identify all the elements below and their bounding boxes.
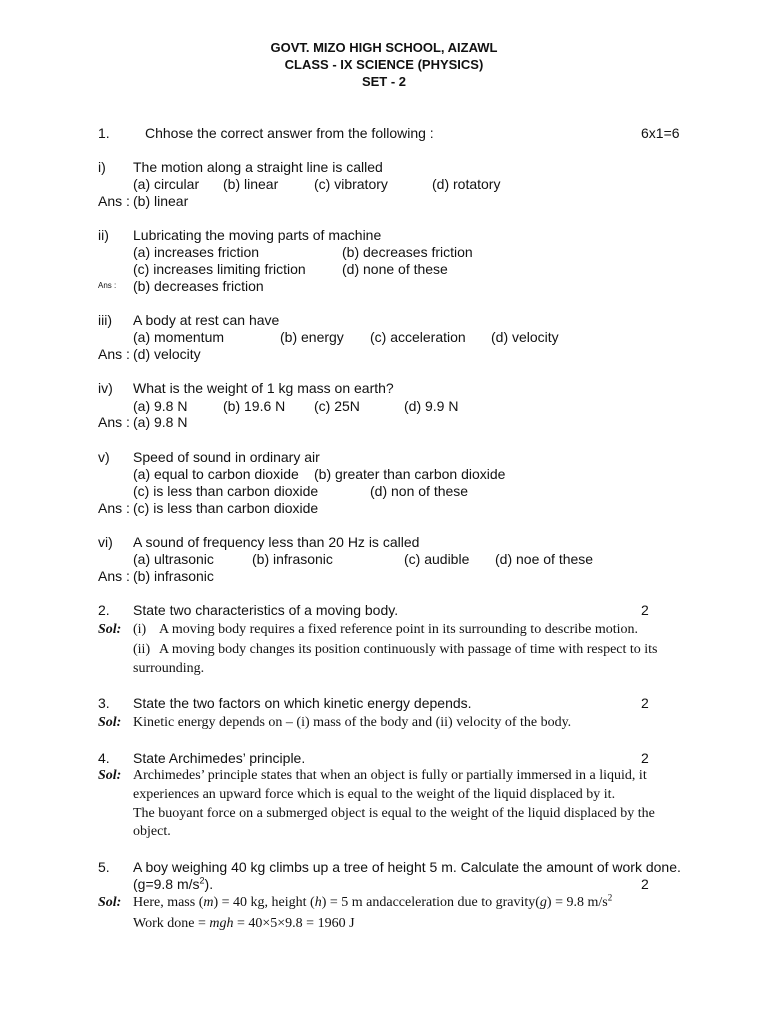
q1-iv-opt-a: (a) 9.8 N xyxy=(133,398,188,414)
q5-sol-label: Sol: xyxy=(98,895,122,910)
q1-iv-opt-b: (b) 19.6 N xyxy=(223,398,286,414)
q1-ii-opt-d: (d) none of these xyxy=(342,261,448,277)
q3-sol: Kinetic energy depends on – (i) mass of the body and (ii) velocity of the body. xyxy=(133,715,572,730)
q1-v-answer: (c) is less than carbon dioxide xyxy=(133,500,319,516)
q4-number: 4. xyxy=(98,750,110,766)
q1-vi-answer: (b) infrasonic xyxy=(133,568,214,584)
q2-sol1: A moving body requires a fixed reference point in its surrounding to describe motion. xyxy=(159,622,639,637)
q1-vi-number: vi) xyxy=(98,534,113,550)
q3-marks: 2 xyxy=(641,695,649,711)
q1-iii-answer: (d) velocity xyxy=(133,346,201,362)
q1-iii-number: iii) xyxy=(98,312,112,328)
q3-number: 3. xyxy=(98,695,110,711)
q4-sol-line4: object. xyxy=(133,824,171,839)
q2-sol2-line2: surrounding. xyxy=(133,661,205,676)
q1-vi-opt-a: (a) ultrasonic xyxy=(133,551,214,567)
q1-ii-opt-c: (c) increases limiting friction xyxy=(133,261,306,277)
q1-ii-opt-a: (a) increases friction xyxy=(133,244,260,260)
q1-i-opt-d: (d) rotatory xyxy=(432,176,501,192)
q4-text: State Archimedes’ principle. xyxy=(133,750,306,766)
school-title: GOVT. MIZO HIGH SCHOOL, AIZAWL xyxy=(270,40,498,55)
q1-v-opt-b: (b) greater than carbon dioxide xyxy=(314,466,506,482)
q1-vi-ans-label: Ans : xyxy=(98,568,130,584)
q1-ii-answer: (b) decreases friction xyxy=(133,278,264,294)
q1-v-opt-d: (d) non of these xyxy=(370,483,469,499)
q1-i-answer: (b) linear xyxy=(133,193,189,209)
q1-i-opt-b: (b) linear xyxy=(223,176,279,192)
q1-ii-opt-b: (b) decreases friction xyxy=(342,244,473,260)
q5-sol-given: Here, mass (m) = 40 kg, height (h) = 5 m andacceleration due to gravity(g) = 9.8 $m/s^2$ xyxy=(133,892,613,910)
q3-sol-label: Sol: xyxy=(98,715,122,730)
q1-i-question: The motion along a straight line is called xyxy=(133,159,383,175)
q3-text: State the two factors on which kinetic energy depends. xyxy=(133,695,472,711)
q1-iii-opt-c: (c) acceleration xyxy=(370,329,466,345)
q4-sol-line2: experiences an upward force which is equal to the weight of the liquid displaced by it. xyxy=(133,787,616,802)
q1-i-opt-c: (c) vibratory xyxy=(314,176,388,192)
q5-number: 5. xyxy=(98,859,110,875)
q1-ii-number: ii) xyxy=(98,227,109,243)
q2-text: State two characteristics of a moving body. xyxy=(133,602,399,618)
q4-marks: 2 xyxy=(641,750,649,766)
q1-v-number: v) xyxy=(98,449,110,465)
q2-marks: 2 xyxy=(641,602,649,618)
q1-vi-question: A sound of frequency less than 20 Hz is called xyxy=(133,534,420,550)
q1-i-ans-label: Ans : xyxy=(98,193,130,209)
q1-i-opt-a: (a) circular xyxy=(133,176,200,192)
q1-iv-opt-d: (d) 9.9 N xyxy=(404,398,459,414)
q5-text: A boy weighing 40 kg climbs up a tree of height 5 m. Calculate the amount of work done. xyxy=(133,859,681,875)
q1-v-opt-c: (c) is less than carbon dioxide xyxy=(133,483,319,499)
q1-v-question: Speed of sound in ordinary air xyxy=(133,449,320,465)
q1-iii-ans-label: Ans : xyxy=(98,346,130,362)
q2-sol2-line1: A moving body changes its position continuously with passage of time with respect to its xyxy=(159,642,658,657)
q2-number: 2. xyxy=(98,602,110,618)
q1-iv-opt-c: (c) 25N xyxy=(314,398,360,414)
q4-sol-line3: The buoyant force on a submerged object is equal to the weight of the liquid displaced by the xyxy=(133,806,655,821)
set-title: SET - 2 xyxy=(361,74,407,89)
q1-iii-opt-b: (b) energy xyxy=(280,329,344,345)
q5-work-done: Work done = mgh = 40×5×9.8 = 1960 J xyxy=(133,916,355,931)
q2-sol-label: Sol: xyxy=(98,622,122,637)
q1-marks: 6x1=6 xyxy=(641,125,680,141)
q1-iv-number: iv) xyxy=(98,380,113,396)
q1-iii-question: A body at rest can have xyxy=(133,312,280,328)
class-title: CLASS - IX SCIENCE (PHYSICS) xyxy=(284,57,484,72)
q1-v-opt-a: (a) equal to carbon dioxide xyxy=(133,466,299,482)
q1-text: Chhose the correct answer from the following : xyxy=(145,125,434,141)
q2-sol2-number: (ii) xyxy=(133,642,151,657)
q1-vi-opt-d: (d) noe of these xyxy=(495,551,594,567)
q1-number: 1. xyxy=(98,125,110,141)
q4-sol-label: Sol: xyxy=(98,768,122,783)
q1-v-ans-label: Ans : xyxy=(98,500,130,516)
q1-ii-ans-label: Ans : xyxy=(98,281,117,290)
q1-iv-ans-label: Ans : xyxy=(98,414,130,430)
q1-iv-answer: (a) 9.8 N xyxy=(133,414,188,430)
q1-i-number: i) xyxy=(98,159,106,175)
q1-vi-opt-c: (c) audible xyxy=(404,551,470,567)
q4-sol-line1: Archimedes’ principle states that when an object is fully or partially immersed in a liquid, it xyxy=(133,768,647,783)
q5-marks: 2 xyxy=(641,876,649,892)
q1-vi-opt-b: (b) infrasonic xyxy=(252,551,333,567)
q5-given: (g=9.8 $m/s^2$). xyxy=(133,875,214,892)
q1-iv-question: What is the weight of 1 kg mass on earth? xyxy=(133,380,394,396)
q1-iii-opt-a: (a) momentum xyxy=(133,329,225,345)
q1-ii-question: Lubricating the moving parts of machine xyxy=(133,227,382,243)
q2-sol1-number: (i) xyxy=(133,622,147,637)
q1-iii-opt-d: (d) velocity xyxy=(491,329,559,345)
